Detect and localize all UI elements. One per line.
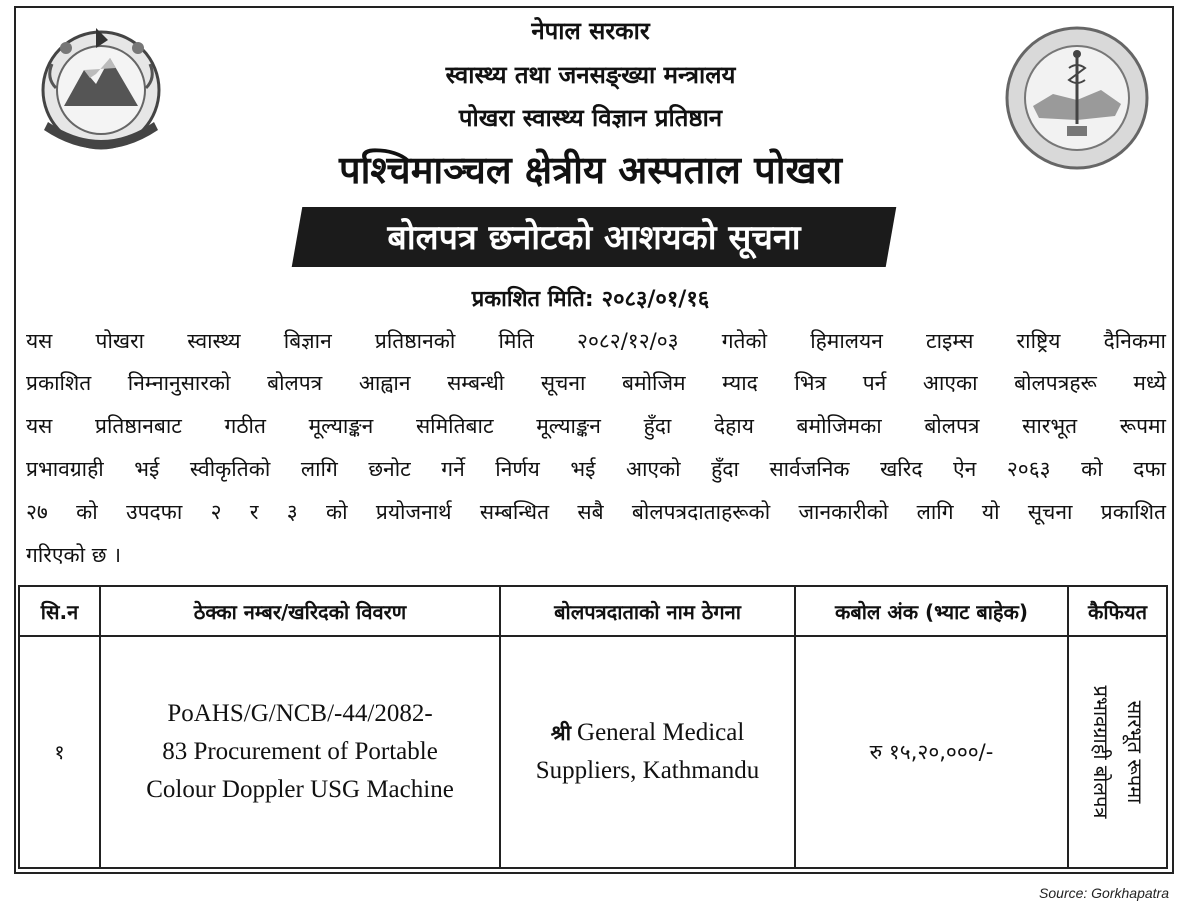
bid-table bbox=[18, 585, 1168, 869]
header-remark: कैफियत bbox=[1068, 586, 1167, 636]
header-line-2: स्वास्थ्य तथा जनसङ्ख्या मन्त्रालय bbox=[445, 61, 736, 89]
body-line-4: प्रभावग्राही भई स्वीकृतिको लागि छनोट गर्ने निर्णय भई आएको हुँदा सार्वजनिक खरिद ऐन २०६३ को दफा bbox=[26, 457, 1166, 481]
remark-line-2: प्रभावग्राही बोलपत्र bbox=[1088, 685, 1113, 819]
cell-sn: १ bbox=[19, 636, 100, 868]
header-sn: सि.न bbox=[19, 586, 100, 636]
header-line-3: पोखरा स्वास्थ्य विज्ञान प्रतिष्ठान bbox=[458, 104, 723, 132]
remark-line-1: सारभूत रूपमा bbox=[1122, 700, 1147, 804]
source-note: Source: Gorkhapatra bbox=[1039, 885, 1169, 901]
description-line-1: PoAHS/G/NCB/-44/2082- bbox=[167, 700, 433, 727]
header-bidder: बोलपत्रदाताको नाम ठेगना bbox=[500, 586, 795, 636]
notice-title: बोलपत्र छनोटको आशयको सूचना bbox=[387, 218, 801, 258]
bidder-line-1: General Medical bbox=[577, 719, 745, 746]
cell-remark bbox=[1068, 636, 1167, 868]
body-line-5: २७ को उपदफा २ र ३ को प्रयोजनार्थ सम्बन्धित सबै बोलपत्रदाताहरूको जानकारीको लागि यो सूचना प्रकाशित bbox=[26, 500, 1166, 524]
published-label: प्रकाशित मिति: bbox=[471, 287, 594, 312]
bidder-line-2: Suppliers, Kathmandu bbox=[535, 757, 760, 784]
header-line-1: नेपाल सरकार bbox=[531, 17, 650, 45]
description-line-2: 83 Procurement of Portable bbox=[162, 738, 438, 765]
published-date-line bbox=[0, 283, 1181, 313]
body-line-1: यस पोखरा स्वास्थ्य बिज्ञान प्रतिष्ठानको मिति २०८२/१२/०३ गतेको हिमालयन टाइम्स राष्ट्रिय दैनिकमा bbox=[26, 329, 1166, 353]
description-line-3: Colour Doppler USG Machine bbox=[146, 776, 454, 803]
table-header-row bbox=[19, 586, 1167, 636]
table-row bbox=[19, 636, 1167, 868]
body-line-6: गरिएको छ । bbox=[26, 543, 122, 567]
cell-amount: रु १५,२०,०००/- bbox=[795, 636, 1068, 868]
hospital-name: पश्चिमाञ्चल क्षेत्रीय अस्पताल पोखरा bbox=[338, 148, 843, 192]
published-date: २०८३/०१/१६ bbox=[601, 287, 710, 312]
header-description: ठेक्का नम्बर/खरिदको विवरण bbox=[100, 586, 500, 636]
cell-description bbox=[100, 636, 500, 868]
cell-bidder bbox=[500, 636, 795, 868]
body-line-2: प्रकाशित निम्नानुसारको बोलपत्र आह्वान सम्बन्धी सूचना बमोजिम म्याद भित्र पर्न आएका बोलपत्रहरू मध्ये bbox=[26, 371, 1166, 395]
header-amount: कबोल अंक (भ्याट बाहेक) bbox=[795, 586, 1068, 636]
body-line-3: यस प्रतिष्ठानबाट गठीत मूल्याङ्कन समितिबाट मूल्याङ्कन हुँदा देहाय बमोजिमका बोलपत्र सारभूत रूपमा bbox=[26, 414, 1166, 438]
bidder-prefix: श्री bbox=[550, 721, 572, 745]
